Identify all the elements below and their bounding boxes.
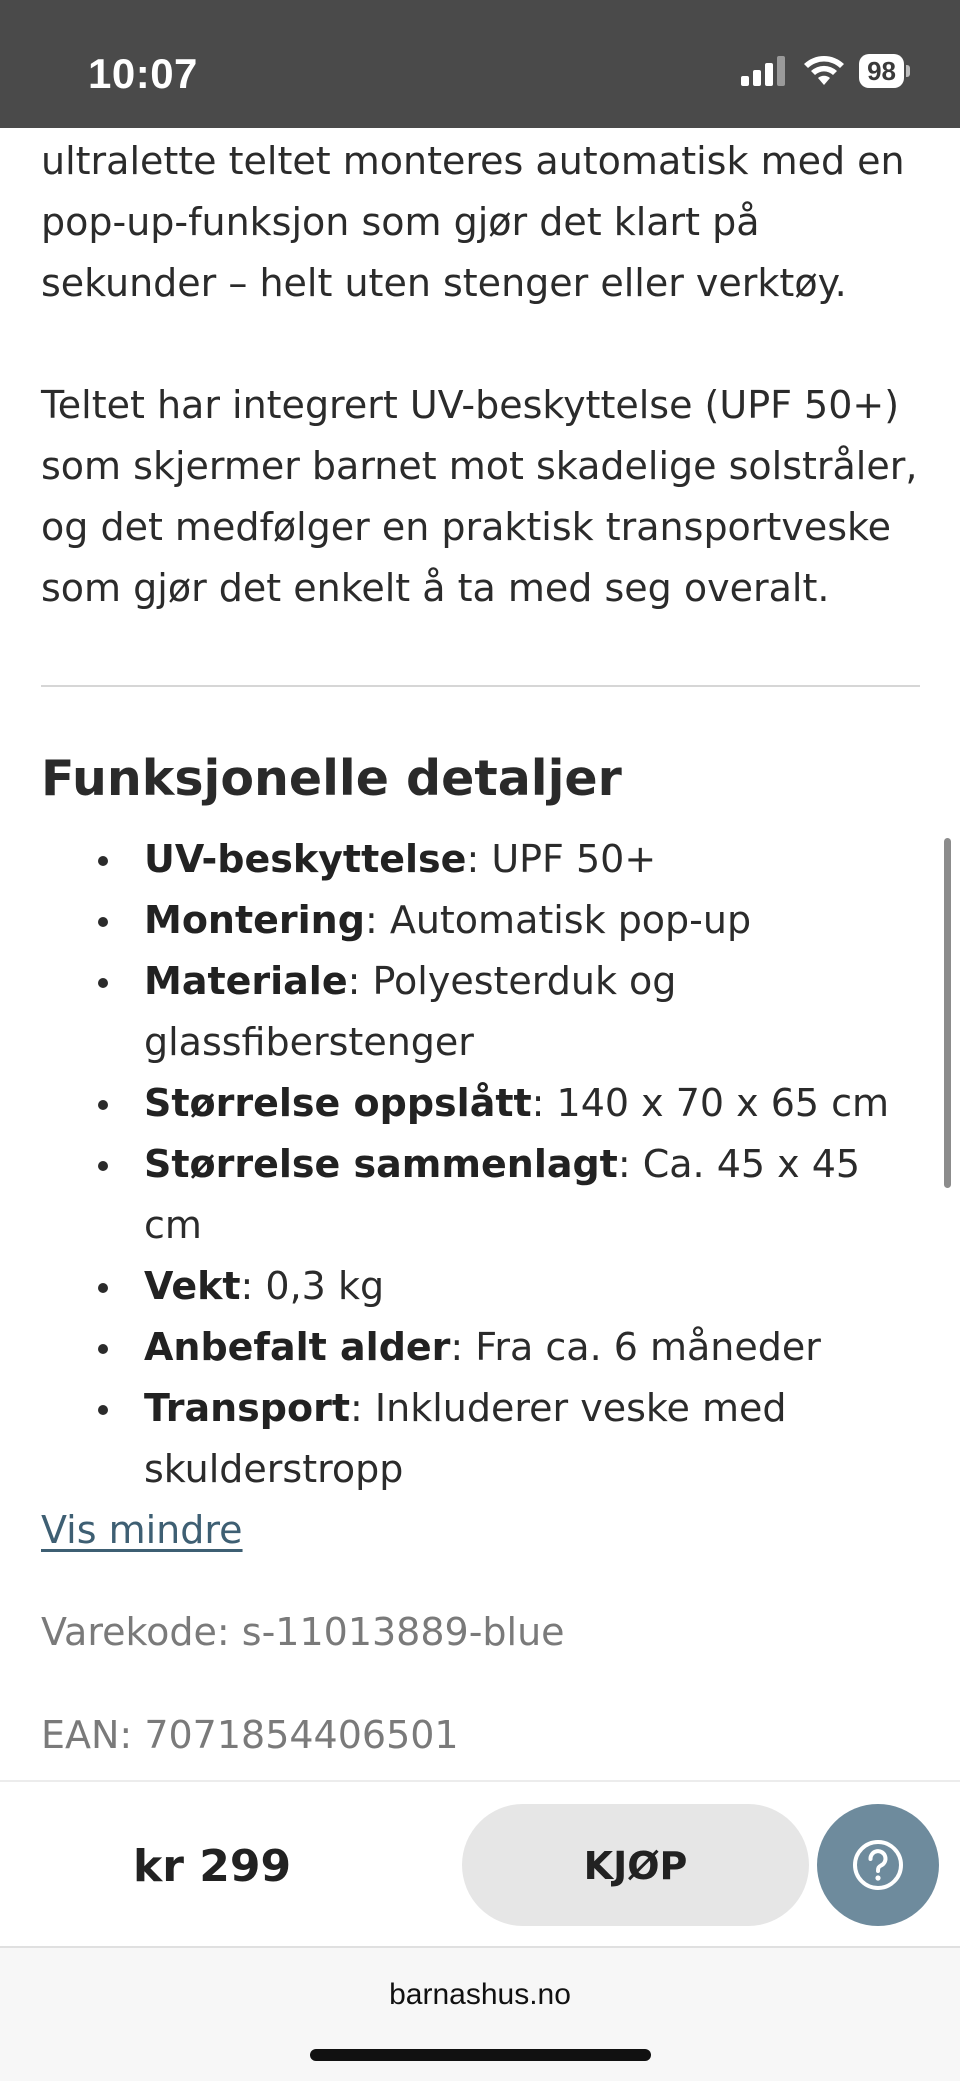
battery-tip [906, 65, 910, 77]
bullet-icon [98, 1161, 108, 1171]
signal-icon [741, 56, 789, 86]
details-title: Funksjonelle detaljer [41, 750, 622, 807]
status-time: 10:07 [88, 50, 198, 97]
help-button[interactable] [817, 1804, 939, 1926]
price: kr 299 [133, 1841, 292, 1892]
details-list-item [41, 1134, 921, 1256]
detail-label: Montering [144, 898, 365, 942]
details-list-item [41, 951, 921, 1073]
detail-label: Anbefalt alder [144, 1325, 451, 1369]
wifi-icon [803, 55, 845, 87]
bullet-icon [98, 1100, 108, 1110]
section-divider [41, 685, 920, 687]
detail-value: : Fra ca. 6 måneder [450, 1325, 821, 1369]
status-icons [741, 54, 910, 88]
detail-label: Materiale [144, 959, 348, 1003]
buy-button[interactable]: KJØP [462, 1804, 809, 1926]
details-list-item [41, 1256, 921, 1317]
scrollbar[interactable] [944, 838, 951, 1188]
details-list [41, 829, 921, 1500]
sku-text: Varekode: s-11013889-blue [41, 1610, 565, 1654]
detail-value: : 0,3 kg [240, 1264, 385, 1308]
detail-value: : UPF 50+ [466, 837, 657, 881]
home-indicator [310, 2049, 651, 2061]
question-mark-icon [851, 1838, 905, 1892]
bullet-icon [98, 1283, 108, 1293]
detail-label: Vekt [144, 1264, 241, 1308]
details-list-item [41, 829, 921, 890]
detail-value: : 140 x 70 x 65 cm [531, 1081, 890, 1125]
bullet-icon [98, 917, 108, 927]
browser-url-bar[interactable] [0, 1946, 960, 2081]
status-bar [0, 0, 960, 128]
detail-value: : Ca. 45 x 45 cm [144, 1142, 861, 1247]
bullet-icon [98, 1344, 108, 1354]
detail-value: : Polyesterduk og glassfiberstenger [144, 959, 677, 1064]
show-less-link[interactable]: Vis mindre [41, 1508, 243, 1552]
detail-value: : Inkluderer veske med skulderstropp [144, 1386, 787, 1491]
description-paragraph: ultralette teltet monteres automatisk med en pop-up-funksjon som gjør det klart på sekunder – helt uten stenger eller verktøy. [41, 139, 905, 305]
detail-label: Størrelse oppslått [144, 1081, 532, 1125]
details-list-item [41, 1073, 921, 1134]
detail-label: Størrelse sammenlagt [144, 1142, 618, 1186]
bullet-icon [98, 978, 108, 988]
ean-text: EAN: 7071854406501 [41, 1713, 459, 1757]
detail-label: UV-beskyttelse [144, 837, 467, 881]
product-description-section [41, 128, 921, 1766]
battery-icon [859, 54, 910, 88]
bullet-icon [98, 1405, 108, 1415]
detail-label: Transport [144, 1386, 351, 1430]
details-list-item [41, 1317, 921, 1378]
battery-level: 98 [859, 54, 904, 88]
detail-value: : Automatisk pop-up [364, 898, 752, 942]
details-list-item [41, 890, 921, 951]
description-paragraph: Teltet har integrert UV-beskyttelse (UPF 50+) som skjermer barnet mot skadelige solstråler, og det medfølger en praktisk transportveske som gjør det enkelt å ta med seg overalt. [41, 383, 918, 610]
url-text[interactable]: barnashus.no [389, 1978, 571, 2011]
details-list-item [41, 1378, 921, 1500]
bullet-icon [98, 856, 108, 866]
buy-bar [0, 1780, 960, 1948]
